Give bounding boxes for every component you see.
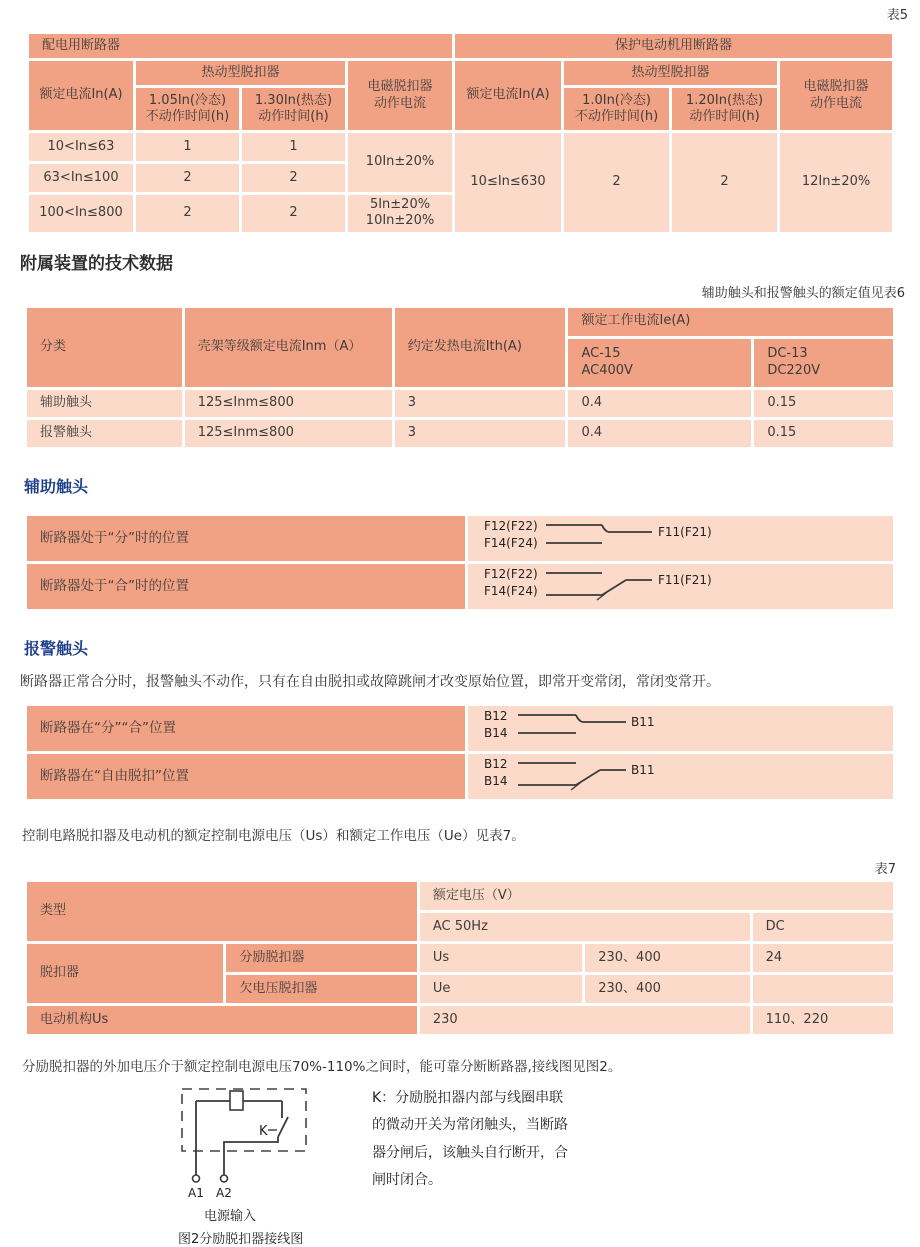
table-cell: 0.4	[568, 390, 751, 417]
t5-right-h-hot	[672, 88, 777, 130]
t7-shunt-label: 分励脱扣器	[226, 944, 416, 972]
table-row	[29, 34, 892, 58]
contact-terminal-label: F11(F21)	[657, 524, 712, 539]
t5-left-h-current: 额定电流In(A)	[29, 61, 133, 130]
table-cell: 2	[242, 195, 345, 232]
table-cell: 110、220	[753, 1006, 893, 1034]
terminal-a1-label: A1	[188, 1186, 204, 1200]
table-cell	[348, 195, 452, 232]
contact-terminal-label: F12(F22)	[483, 566, 538, 581]
table-row	[27, 944, 893, 972]
table-cell: 0.15	[754, 420, 893, 447]
contact-tick	[571, 783, 580, 790]
table-cell: 24	[753, 944, 893, 972]
t5-mag-row3-line1: 5In±20%	[369, 197, 431, 212]
contact-terminal-label: B14	[483, 725, 508, 740]
table-cell: 230	[420, 1006, 750, 1034]
wire	[224, 1137, 278, 1175]
table-cell: Us	[420, 944, 582, 972]
table6-note: 辅助触头和报警触头的额定值见表6	[701, 285, 905, 301]
coil-icon	[230, 1091, 243, 1110]
t5-left-h-hot-line2: 动作时间(h)	[258, 109, 329, 124]
table-cell: 230、400	[585, 975, 749, 1003]
contact-tick	[597, 593, 606, 600]
t5-left-h-cold-line1: 1.05In(冷态)	[148, 92, 227, 108]
terminal-a2	[221, 1175, 228, 1182]
table-cell: 辅助触头	[27, 390, 182, 417]
table-cell: 125≤Inm≤800	[185, 420, 392, 447]
switch-k-label: K	[259, 1124, 268, 1140]
alarm-normal-label: 断路器在“分”“合”位置	[27, 706, 465, 751]
table-row	[27, 754, 893, 799]
table-cell: 230、400	[585, 944, 749, 972]
t6-h-frame: 壳架等级额定电流Inm（A）	[185, 308, 392, 387]
t5-left-h-hot-line1: 1.30In(热态)	[254, 92, 333, 108]
alarm-tripped-label: 断路器在“自由脱扣”位置	[27, 754, 465, 799]
t6-h-ac-line2: AC400V	[581, 362, 633, 378]
aux-contacts-title: 辅助触头	[24, 476, 89, 496]
t6-h-work-current: 额定工作电流Ie(A)	[568, 308, 893, 336]
table-row	[29, 133, 892, 161]
t5-right-h-cold-line1: 1.0In(冷态)	[582, 92, 651, 108]
table-cell: 3	[395, 390, 566, 417]
contact-terminal-label: F14(F24)	[483, 583, 538, 598]
table-row	[29, 61, 892, 85]
alarm-normal-diagram-cell	[468, 706, 893, 751]
t5-right-h-mag-line1: 电磁脱扣器	[803, 79, 869, 95]
figure2-drawing-block	[178, 1085, 338, 1247]
table-cell: 100<In≤800	[29, 195, 133, 232]
alarm-tripped-diagram-cell	[468, 754, 893, 799]
contact-terminal-label: F12(F22)	[483, 518, 538, 533]
t5-left-h-cold	[136, 88, 239, 130]
alarm-tripped-contact-diagram	[484, 754, 714, 794]
alarm-contacts-table	[24, 703, 896, 803]
alarm-description: 断路器正常合分时，报警触头不动作，只有在自由脱扣或故障跳闸才改变原始位置，即常开变常闭，常闭变常开。	[20, 674, 720, 690]
contact-terminal-label: B12	[483, 756, 508, 771]
contact-terminal-label: B12	[483, 708, 508, 723]
k-note-line: 器分闸后，该触头自行断开，合	[372, 1144, 568, 1161]
t6-h-dc-line2: DC220V	[767, 362, 821, 378]
table-row	[27, 516, 893, 561]
t5-right-h-mag-line2: 动作电流	[810, 95, 863, 111]
aux-closed-diagram-cell	[468, 564, 893, 609]
t5-left-h-thermal: 热动型脱扣器	[136, 61, 345, 85]
t6-h-thermal: 约定发热电流Ith(A)	[395, 308, 566, 387]
contact-hook	[576, 715, 582, 722]
t7-h-type: 类型	[27, 882, 417, 941]
contact-terminal-label: F11(F21)	[657, 572, 712, 587]
figure2-area	[178, 1085, 920, 1247]
aux-contacts-table	[24, 513, 896, 613]
t5-right-h-hot-line2: 动作时间(h)	[689, 109, 760, 124]
contact-terminal-label: B14	[483, 773, 508, 788]
table7-control-voltages	[24, 879, 896, 1037]
t7-h-voltage: 额定电压（V）	[420, 882, 893, 910]
control-voltage-note: 控制电路脱扣器及电动机的额定控制电源电压（Us）和额定工作电压（Ue）见表7。	[22, 828, 525, 845]
table-cell: 2	[242, 164, 345, 192]
accessories-section-title: 附属装置的技术数据	[20, 253, 173, 274]
table-cell: 报警触头	[27, 420, 182, 447]
table-cell: 2	[672, 133, 777, 232]
contact-terminal-label: F14(F24)	[483, 535, 538, 550]
table-cell: Ue	[420, 975, 582, 1003]
table-cell: 12In±20%	[780, 133, 892, 232]
t5-right-h-thermal: 热动型脱扣器	[564, 61, 777, 85]
table5-breaker-ratings	[26, 31, 895, 235]
terminal-a2-label: A2	[216, 1186, 232, 1200]
table-cell: 1	[136, 133, 239, 161]
t5-left-h-mag-line1: 电磁脱扣器	[367, 79, 433, 95]
t5-right-h-current: 额定电流In(A)	[455, 61, 561, 130]
t6-h-ac	[568, 339, 751, 387]
table-cell: 2	[136, 164, 239, 192]
k-note-line: K：分励脱扣器内部与线圈串联	[372, 1090, 564, 1107]
table-cell: 0.4	[568, 420, 751, 447]
alarm-contacts-title: 报警触头	[24, 639, 89, 658]
t5-left-h-cold-line2: 不动作时间(h)	[145, 109, 230, 124]
power-input-label: 电源输入	[204, 1209, 257, 1225]
table-cell: 10In±20%	[348, 133, 452, 192]
k-note-line: 闸时闭合。	[372, 1171, 442, 1188]
aux-open-contact-diagram	[484, 516, 734, 556]
t5-left-title: 配电用断路器	[29, 34, 452, 58]
t7-h-ac: AC 50Hz	[420, 913, 750, 941]
t6-h-category: 分类	[27, 308, 182, 387]
table-cell: 10<In≤63	[29, 133, 133, 161]
contact-terminal-label: B11	[630, 714, 655, 729]
alarm-normal-contact-diagram	[484, 706, 714, 746]
t6-h-dc	[754, 339, 893, 387]
t5-right-title: 保护电动机用断路器	[455, 34, 892, 58]
table-row	[27, 308, 893, 336]
table-row	[27, 1006, 893, 1034]
table-cell: 3	[395, 420, 566, 447]
t7-h-dc: DC	[753, 913, 893, 941]
table-row	[27, 706, 893, 751]
table-cell: 2	[136, 195, 239, 232]
aux-open-label: 断路器处于“分”时的位置	[27, 516, 465, 561]
shunt-release-note: 分励脱扣器的外加电压介于额定控制电源电压70%-110%之间时，能可靠分断断路器,接线图见图2。	[22, 1059, 622, 1076]
t7-release-label: 脱扣器	[27, 944, 223, 1003]
t7-motor-label: 电动机构Us	[27, 1006, 417, 1034]
t5-left-h-mag-line2: 动作电流	[374, 95, 427, 111]
figure2-caption: 图2分励脱扣器接线图	[178, 1232, 304, 1247]
t5-right-h-mag	[780, 61, 892, 130]
switch-k-note	[372, 1085, 568, 1194]
aux-closed-contact-diagram	[484, 564, 734, 604]
t6-h-dc-line1: DC-13	[767, 346, 808, 362]
t5-right-h-hot-line1: 1.20In(热态)	[685, 92, 764, 108]
table-cell: 10≤In≤630	[455, 133, 561, 232]
k-note-line: 的微动开关为常闭触头，当断路	[372, 1117, 568, 1134]
t5-left-h-mag	[348, 61, 452, 130]
aux-open-diagram-cell	[468, 516, 893, 561]
t6-h-ac-line1: AC-15	[581, 346, 621, 362]
table6-accessory-ratings	[24, 305, 896, 450]
t5-right-h-cold	[564, 88, 669, 130]
table-cell: 2	[564, 133, 669, 232]
table-cell: 63<In≤100	[29, 164, 133, 192]
table-row	[27, 420, 893, 447]
terminal-a1	[193, 1175, 200, 1182]
figure2-wiring-diagram	[178, 1085, 328, 1199]
table-cell	[753, 975, 893, 1003]
table-cell: 0.15	[754, 390, 893, 417]
table-row	[27, 564, 893, 609]
t7-undervoltage-label: 欠电压脱扣器	[226, 975, 416, 1003]
table5-label: 表5	[886, 8, 908, 23]
contact-hook	[602, 525, 608, 532]
t5-left-h-hot	[242, 88, 345, 130]
contact-terminal-label: B11	[630, 762, 655, 777]
t5-mag-row3-line2: 10In±20%	[365, 213, 435, 229]
table-row	[27, 882, 893, 910]
t5-right-h-cold-line2: 不动作时间(h)	[574, 109, 659, 124]
table-cell: 1	[242, 133, 345, 161]
table-row	[27, 390, 893, 417]
switch-k-blade	[278, 1117, 288, 1137]
table-cell: 125≤Inm≤800	[185, 390, 392, 417]
table7-label: 表7	[874, 862, 896, 878]
aux-closed-label: 断路器处于“合”时的位置	[27, 564, 465, 609]
